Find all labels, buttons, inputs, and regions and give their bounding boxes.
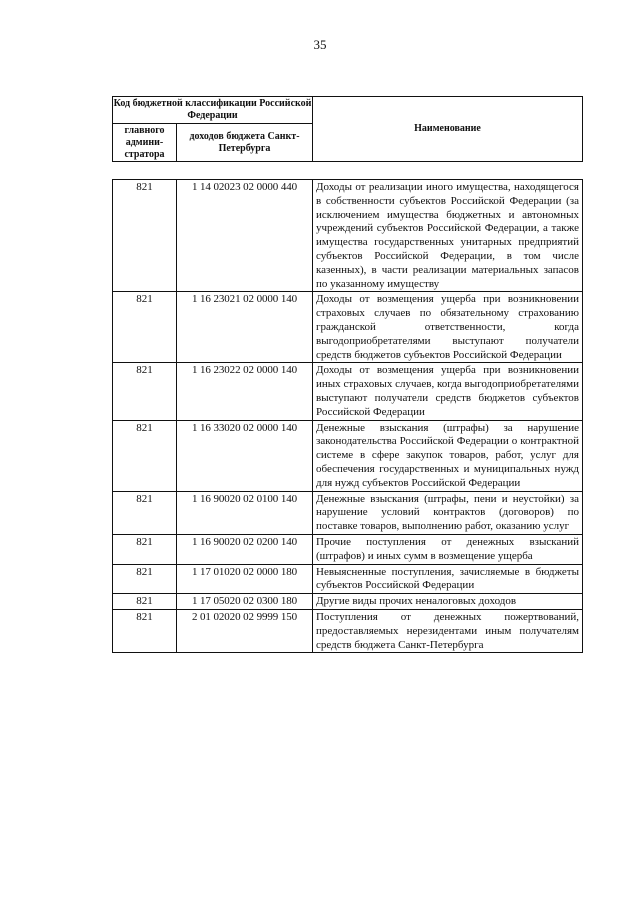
table-row: [113, 292, 583, 363]
table-row: [113, 594, 583, 610]
admin-code-cell: 821: [113, 534, 177, 564]
admin-code-cell: 821: [113, 594, 177, 610]
income-name-cell: Невыясненные поступления, зачисляемые в бюджеты субъектов Российской Федерации: [313, 564, 583, 594]
income-code-cell: 1 16 90020 02 0200 140: [177, 534, 313, 564]
table-row: [113, 609, 583, 652]
income-name-cell: Прочие поступления от денежных взысканий (штрафов) и иных сумм в возмещение ущерба: [313, 534, 583, 564]
table-row: [113, 363, 583, 420]
admin-code-cell: 821: [113, 609, 177, 652]
income-table: [112, 179, 583, 653]
income-code-cell: 1 17 01020 02 0000 180: [177, 564, 313, 594]
income-code-cell: 1 14 02023 02 0000 440: [177, 180, 313, 292]
income-name-cell: Другие виды прочих неналоговых доходов: [313, 594, 583, 610]
admin-code-cell: 821: [113, 491, 177, 534]
table-row: [113, 564, 583, 594]
header-admin-column: главного админи-стратора: [113, 124, 177, 162]
income-code-cell: 2 01 02020 02 9999 150: [177, 609, 313, 652]
income-name-cell: Денежные взыскания (штрафы, пени и неустойки) за нарушение условий контрактов (договоров) по поставке товаров, выполнению работ, оказанию услуг: [313, 491, 583, 534]
income-table-body: [113, 180, 583, 653]
admin-code-cell: 821: [113, 180, 177, 292]
admin-code-cell: 821: [113, 420, 177, 491]
income-name-cell: Доходы от возмещения ущерба при возникновении страховых случаев по обязательному страхованию гражданской ответственности, когда выгодоприобретателями выступают получатели средств бюджетов субъектов Российской Федерации: [313, 292, 583, 363]
table-header: [112, 96, 583, 162]
income-code-cell: 1 17 05020 02 0300 180: [177, 594, 313, 610]
income-code-cell: 1 16 23022 02 0000 140: [177, 363, 313, 420]
table-row: [113, 180, 583, 292]
income-name-cell: Поступления от денежных пожертвований, предоставляемых нерезидентами иным получателям средств бюджета Санкт-Петербурга: [313, 609, 583, 652]
income-code-cell: 1 16 90020 02 0100 140: [177, 491, 313, 534]
income-code-cell: 1 16 23021 02 0000 140: [177, 292, 313, 363]
header-budget-classification-code: Код бюджетной классификации Российской Федерации: [113, 97, 313, 124]
admin-code-cell: 821: [113, 292, 177, 363]
table-row: [113, 491, 583, 534]
income-code-cell: 1 16 33020 02 0000 140: [177, 420, 313, 491]
admin-code-cell: 821: [113, 363, 177, 420]
income-name-cell: Доходы от возмещения ущерба при возникновении иных страховых случаев, когда выгодоприобретателями выступают получатели средств бюджетов субъектов Российской Федерации: [313, 363, 583, 420]
header-group-row: [113, 97, 583, 124]
page-number: 35: [313, 37, 327, 52]
income-name-cell: Доходы от реализации иного имущества, находящегося в собственности субъектов Российской Федерации (за исключением имущества бюджетных и автономных учреждений субъектов Российской Федерации, а также имущества государственных унитарных предприятий субъектов Российской Федерации, в том числе казенных), в части реализации материальных запасов по указанному имуществу: [313, 180, 583, 292]
income-name-cell: Денежные взыскания (штрафы) за нарушение законодательства Российской Федерации о контрактной системе в сфере закупок товаров, работ, услуг для обеспечения государственных и муниципальных нужд для нужд субъектов Российской Федерации: [313, 420, 583, 491]
header-name-column: Наименование: [313, 97, 583, 162]
header-income-code-column: доходов бюджета Санкт-Петербурга: [177, 124, 313, 162]
table-row: [113, 420, 583, 491]
admin-code-cell: 821: [113, 564, 177, 594]
table-row: [113, 534, 583, 564]
